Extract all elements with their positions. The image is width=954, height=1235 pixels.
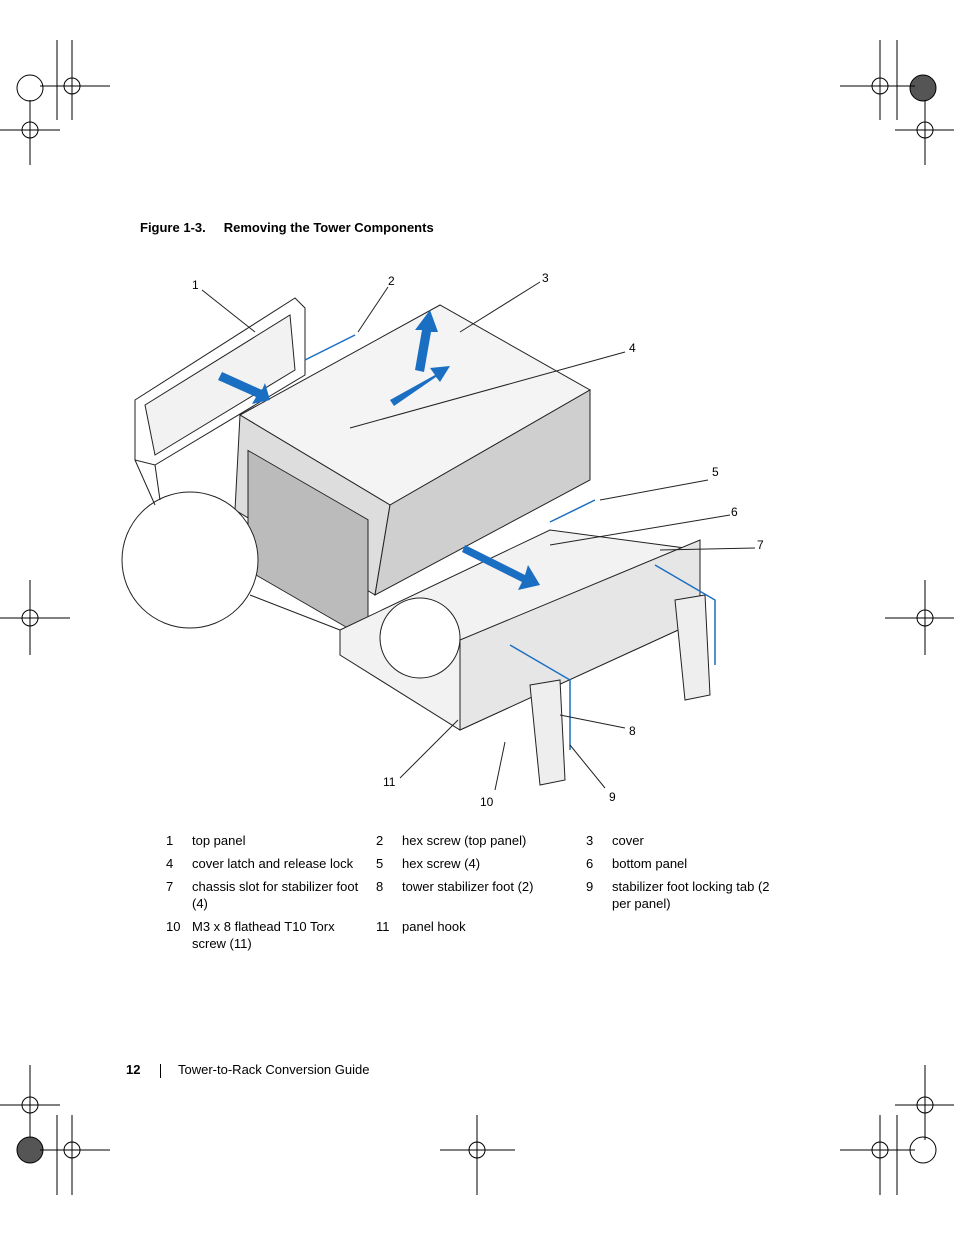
legend-item: 1 top panel — [166, 833, 246, 848]
detail-circle-hook — [122, 492, 258, 628]
legend-item: 6 bottom panel — [586, 856, 688, 871]
callout-6: 6 — [731, 505, 738, 519]
legend-item — [586, 918, 796, 952]
figure-number: Figure 1-3. — [140, 220, 206, 235]
callout-7: 7 — [757, 538, 764, 552]
callout-5: 5 — [712, 465, 719, 479]
legend-item: 9 stabilizer foot locking tab (2 per panel) — [586, 879, 770, 911]
exploded-diagram — [100, 260, 800, 820]
document-title: Tower-to-Rack Conversion Guide — [178, 1062, 370, 1077]
legend-item: 7 chassis slot for stabilizer foot (4) — [166, 879, 359, 911]
tower-components-illustration — [100, 260, 800, 820]
callout-11: 11 — [383, 775, 396, 789]
callout-2: 2 — [388, 274, 395, 288]
figure-caption — [140, 220, 434, 235]
legend-row — [166, 878, 796, 912]
legend-item: 11 panel hook — [376, 919, 466, 934]
legend-item: 3 cover — [586, 833, 644, 848]
registration-target-icon — [17, 75, 43, 101]
legend-item: 10 M3 x 8 flathead T10 Torx screw (11) — [166, 919, 335, 951]
page-number: 12 — [126, 1062, 141, 1077]
legend-row — [166, 855, 796, 872]
detail-circle-latch — [380, 598, 460, 678]
callout-8: 8 — [629, 724, 636, 738]
page-footer — [126, 1062, 370, 1077]
callout-10: 10 — [480, 795, 494, 809]
callout-4: 4 — [629, 341, 636, 355]
legend-item: 4 cover latch and release lock — [166, 856, 354, 871]
callout-1: 1 — [192, 278, 199, 292]
legend-item: 5 hex screw (4) — [376, 856, 481, 871]
callout-9: 9 — [609, 790, 616, 804]
figure-title: Removing the Tower Components — [223, 220, 434, 235]
callout-3: 3 — [542, 271, 549, 285]
legend-row — [166, 832, 796, 849]
legend-row — [166, 918, 796, 952]
stabilizer-foot-left — [530, 680, 565, 785]
stabilizer-foot-right — [675, 595, 710, 700]
legend-item: 2 hex screw (top panel) — [376, 833, 527, 848]
legend-item: 8 tower stabilizer foot (2) — [376, 879, 534, 894]
callout-legend — [166, 832, 796, 958]
footer-divider — [160, 1064, 161, 1078]
